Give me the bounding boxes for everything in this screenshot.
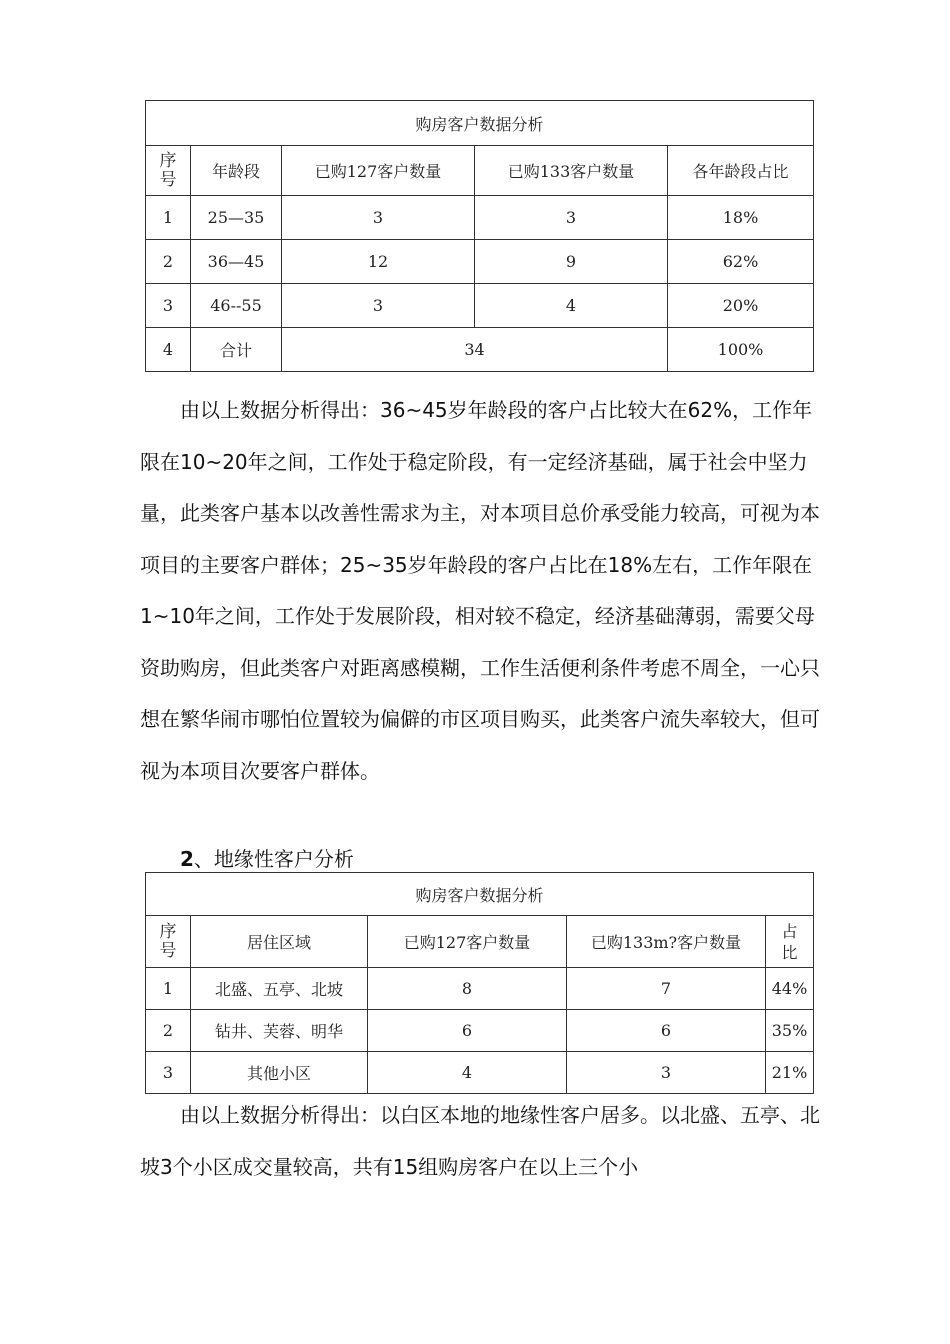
row-age: 36—45 (191, 240, 282, 284)
table-row (146, 968, 814, 1010)
paragraph-text: 由以上数据分析得出：36~45岁年龄段的客户占比较大在62%，工作年限在10~20年之间，工作处于稳定阶段，有一定经济基础，属于社会中坚力量，此类客户基本以改善性需求为主，对本项目总价承受能力较高，可视为本项目的主要客户群体；25~35岁年龄段的客户占比在18%左右，工作年限在1~10年之间，工作处于发展阶段，相对较不稳定，经济基础薄弱，需要父母资助购房，但此类客户对距离感模糊，工作生活便利条件考虑不周全，一心只想在繁华闹市哪怕位置较为偏僻的市区项目购买，此类客户流失率较大，但可视为本项目次要客户群体。 (140, 398, 820, 783)
table-row (146, 284, 814, 328)
total-value: 34 (282, 328, 668, 372)
row-no: 2 (146, 240, 191, 284)
row-no: 1 (146, 196, 191, 240)
table-row (146, 196, 814, 240)
age-analysis-table (145, 100, 814, 372)
row-no: 3 (146, 1052, 191, 1094)
row-c133: 3 (567, 1052, 766, 1094)
header-area: 居住区域 (191, 916, 368, 968)
row-age: 25—35 (191, 196, 282, 240)
row-c127: 12 (282, 240, 475, 284)
row-ratio: 21% (766, 1052, 814, 1094)
section-title: 、地缘性客户分析 (193, 847, 354, 871)
row-age: 46--55 (191, 284, 282, 328)
table-row (146, 1010, 814, 1052)
row-c133: 4 (475, 284, 668, 328)
table-total-row (146, 328, 814, 372)
table-header-row (146, 146, 814, 196)
header-age: 年龄段 (191, 146, 282, 196)
row-c127: 4 (368, 1052, 567, 1094)
row-c133: 6 (567, 1010, 766, 1052)
table-title-row (146, 101, 814, 146)
row-no: 2 (146, 1010, 191, 1052)
header-seq: 序号 (146, 916, 191, 968)
table-title-row (146, 873, 814, 916)
total-label: 合计 (191, 328, 282, 372)
row-no: 1 (146, 968, 191, 1010)
row-ratio: 44% (766, 968, 814, 1010)
section-heading (180, 845, 354, 873)
table-header-row (146, 916, 814, 968)
table-title: 购房客户数据分析 (146, 873, 814, 916)
row-area: 钻井、芙蓉、明华 (191, 1010, 368, 1052)
row-ratio: 18% (668, 196, 814, 240)
header-seq: 序号 (146, 146, 191, 196)
table-row (146, 240, 814, 284)
row-c133: 9 (475, 240, 668, 284)
total-ratio: 100% (668, 328, 814, 372)
header-bought-127: 已购127客户数量 (282, 146, 475, 196)
header-ratio: 各年龄段占比 (668, 146, 814, 196)
region-analysis-table (145, 872, 814, 1094)
row-c127: 8 (368, 968, 567, 1010)
row-ratio: 20% (668, 284, 814, 328)
row-area: 北盛、五亭、北坡 (191, 968, 368, 1010)
row-c133: 7 (567, 968, 766, 1010)
row-no: 3 (146, 284, 191, 328)
table-row (146, 1052, 814, 1094)
row-c127: 6 (368, 1010, 567, 1052)
header-ratio: 占比 (766, 916, 814, 968)
analysis-paragraph-2 (140, 1090, 820, 1193)
row-ratio: 62% (668, 240, 814, 284)
table-title: 购房客户数据分析 (146, 101, 814, 146)
row-c133: 3 (475, 196, 668, 240)
total-no: 4 (146, 328, 191, 372)
row-area: 其他小区 (191, 1052, 368, 1094)
header-bought-127: 已购127客户数量 (368, 916, 567, 968)
section-number: 2 (180, 847, 194, 871)
analysis-paragraph-1 (140, 385, 820, 797)
header-bought-133: 已购133客户数量 (475, 146, 668, 196)
paragraph-text: 由以上数据分析得出：以白区本地的地缘性客户居多。以北盛、五亭、北坡3个小区成交量较高，共有15组购房客户在以上三个小 (140, 1103, 820, 1179)
header-bought-133: 已购133m?客户数量 (567, 916, 766, 968)
row-ratio: 35% (766, 1010, 814, 1052)
row-c127: 3 (282, 196, 475, 240)
row-c127: 3 (282, 284, 475, 328)
